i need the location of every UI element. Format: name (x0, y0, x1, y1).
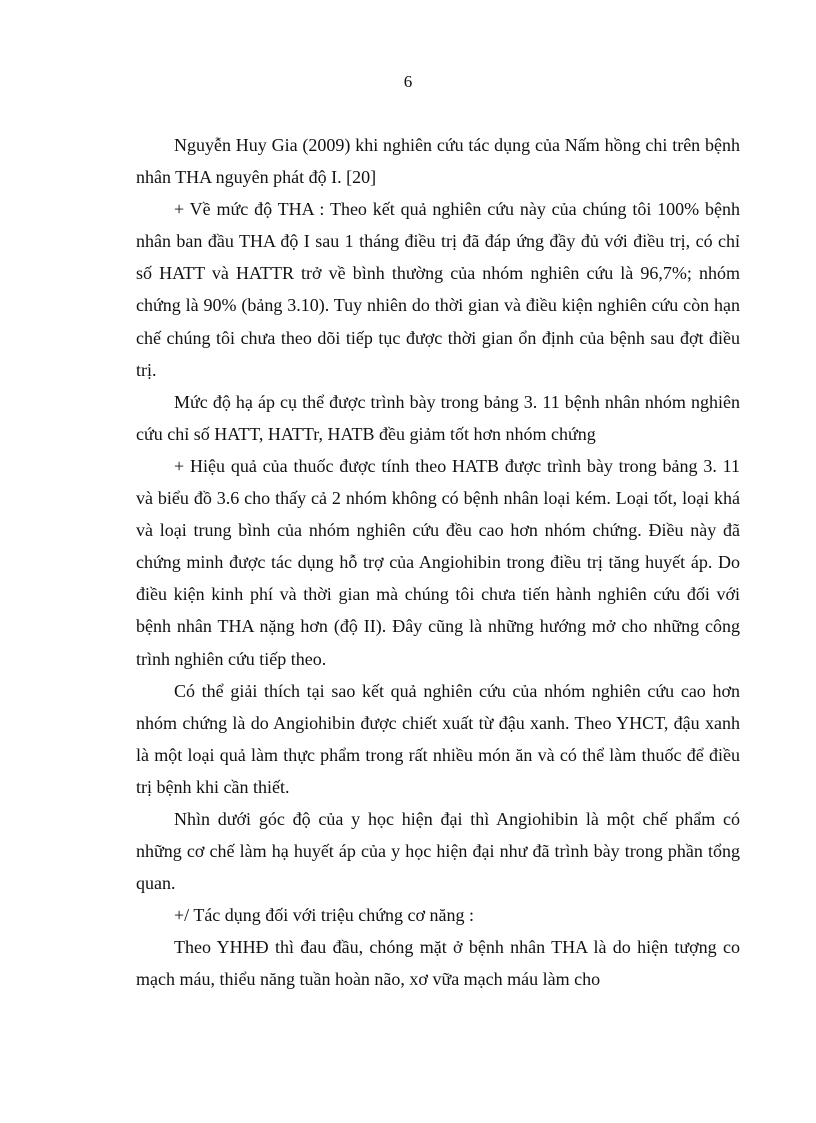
paragraph-giai-thich: Có thể giải thích tại sao kết quả nghiên cứu của nhóm nghiên cứu cao hơn nhóm chứng là do Angiohibin được chiết xuất từ đậu xanh. Theo YHCT, đậu xanh là một loại quả làm thực phẩm trong rất nhiều món ăn và có thể làm thuốc để điều trị bệnh khi cần thiết. (136, 680, 740, 797)
paragraph-y-hoc-hien-dai: Nhìn dưới góc độ của y học hiện đại thì Angiohibin là một chế phẩm có những cơ chế làm hạ huyết áp của y học hiện đại như đã trình bày trong phần tổng quan. (136, 808, 740, 894)
document-body (136, 129, 740, 996)
paragraph-hieu-qua-thuoc: + Hiệu quả của thuốc được tính theo HATB được trình bày trong bảng 3. 11 và biểu đồ 3.6 cho thấy cả 2 nhóm không có bệnh nhân loại kém. Loại tốt, loại khá và loại trung bình của nhóm nghiên cứu đều cao hơn nhóm chứng. Điều này đã chứng minh được tác dụng hỗ trợ của Angiohibin trong điều trị tăng huyết áp. Do điều kiện kinh phí và thời gian mà chúng tôi chưa tiến hành nghiên cứu đối với bệnh nhân THA nặng hơn (độ II). Đây cũng là những hướng mở cho những công trình nghiên cứu tiếp theo. (136, 455, 740, 669)
page-number: 6 (403, 72, 413, 91)
paragraph-muc-do-ha-ap: Mức độ hạ áp cụ thể được trình bày trong bảng 3. 11 bệnh nhân nhóm nghiên cứu chỉ số HATT, HATTr, HATB đều giảm tốt hơn nhóm chứng (136, 391, 740, 444)
paragraph-theo-yhhd: Theo YHHĐ thì đau đầu, chóng mặt ở bệnh nhân THA là do hiện tượng co mạch máu, thiểu năng tuần hoàn não, xơ vữa mạch máu làm cho (136, 937, 740, 990)
paragraph-nguyen-huy-gia: Nguyễn Huy Gia (2009) khi nghiên cứu tác dụng của Nấm hồng chi trên bệnh nhân THA nguyên phát độ I. [20] (136, 135, 740, 188)
paragraph-muc-do-tha: + Về mức độ THA : Theo kết quả nghiên cứu này của chúng tôi 100% bệnh nhân ban đầu THA độ I sau 1 tháng điều trị đã đáp ứng đầy đủ với điều trị, có chỉ số HATT và HATTR trở về bình thường của nhóm nghiên cứu là 96,7%; nhóm chứng là 90% (bảng 3.10). Tuy nhiên do thời gian và điều kiện nghiên cứu còn hạn chế chúng tôi chưa theo dõi tiếp tục được thời gian ổn định của bệnh sau đợt điều trị. (136, 199, 740, 380)
paragraph-trieu-chung-heading: +/ Tác dụng đối với triệu chứng cơ năng : (174, 905, 475, 926)
